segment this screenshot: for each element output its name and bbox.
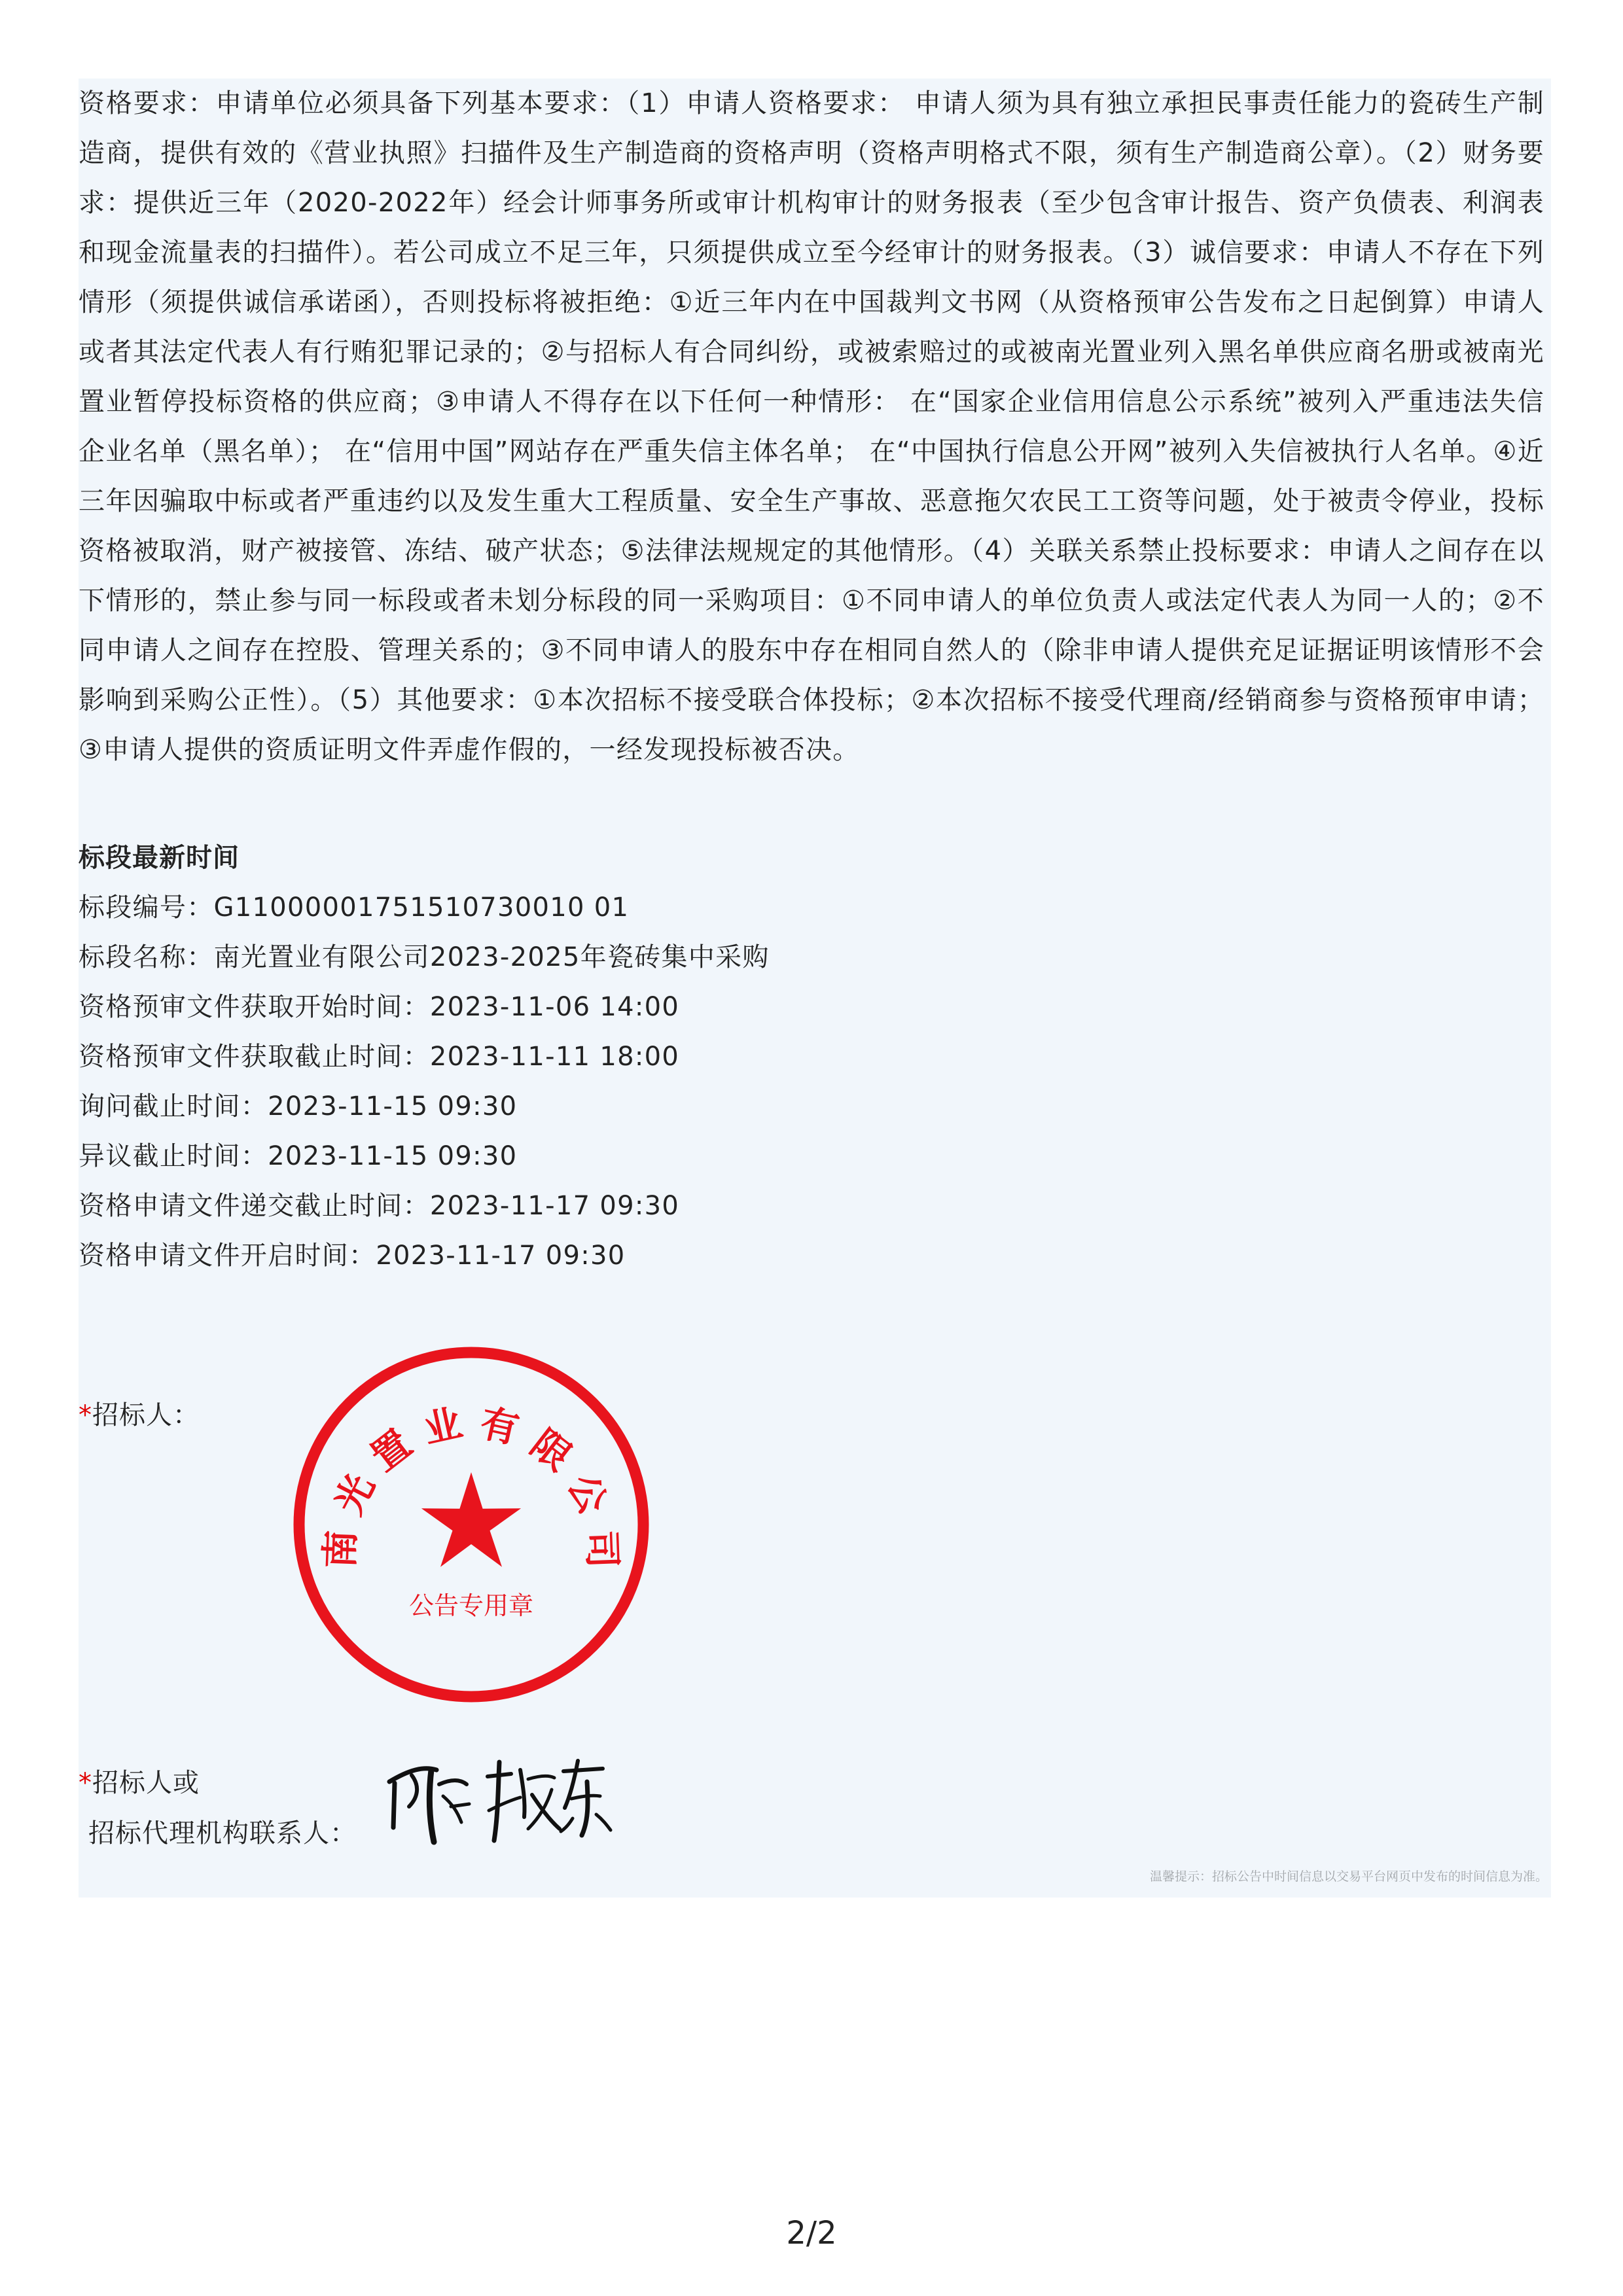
objection-deadline-row: 异议截止时间：2023-11-15 09:30 <box>79 1141 518 1171</box>
tenderer-label-text: 招标人： <box>92 1400 200 1430</box>
timing-tip-note: 温馨提示：招标公告中时间信息以交易平台网页中发布的时间信息为准。 <box>1149 1869 1548 1884</box>
required-mark: * <box>79 1400 92 1430</box>
seal-company-name: 南光置业有限公司 <box>317 1400 625 1569</box>
required-mark: * <box>79 1768 92 1798</box>
contact-label-text-line1: 招标人或 <box>92 1768 200 1798</box>
lot-name-row: 标段名称：南光置业有限公司2023-2025年瓷砖集中采购 <box>79 942 770 972</box>
handwritten-signature <box>383 1744 618 1855</box>
section-title-latest-times: 标段最新时间 <box>79 843 240 873</box>
tenderer-field-label <box>79 1396 200 1435</box>
company-seal <box>288 1341 654 1708</box>
lot-number-row: 标段编号：G11000001751510730010 01 <box>79 892 630 923</box>
contact-field-label-line2: 招标代理机构联系人： <box>88 1818 357 1848</box>
lot-info-list <box>79 883 770 1280</box>
prequal-doc-start-time-row: 资格预审文件获取开始时间：2023-11-06 14:00 <box>79 992 680 1022</box>
application-submit-deadline-row: 资格申请文件递交截止时间：2023-11-17 09:30 <box>79 1191 680 1221</box>
inquiry-deadline-row: 询问截止时间：2023-11-15 09:30 <box>79 1091 518 1122</box>
prequal-doc-end-time-row: 资格预审文件获取截止时间：2023-11-11 18:00 <box>79 1042 680 1072</box>
contact-field-label-line1 <box>79 1763 200 1803</box>
application-open-time-row: 资格申请文件开启时间：2023-11-17 09:30 <box>79 1241 626 1271</box>
seal-star-icon <box>421 1472 521 1567</box>
seal-purpose-text: 公告专用章 <box>408 1591 534 1620</box>
page-number: 2/2 <box>786 2215 837 2252</box>
qualification-requirements-text: 资格要求：申请单位必须具备下列基本要求：（1）申请人资格要求： 申请人须为具有独立承担民事责任能力的瓷砖生产制造商，提供有效的《营业执照》扫描件及生产制造商的资格声明（资格声明格式不限，须有生产制造商公章）。（2）财务要求：提供近三年（2020-2022年）经会计师事务所或审计机构审计的财务报表（至少包含审计报告、资产负债表、利润表和现金流量表的扫描件）。若公司成立不足三年，只须提供成立至今经审计的财务报表。（3）诚信要求：申请人不存在下列情形（须提供诚信承诺函），否则投标将被拒绝：①近三年内在中国裁判文书网（从资格预审公告发布之日起倒算）申请人或者其法定代表人有行贿犯罪记录的；②与招标人有合同纠纷，或被索赔过的或被南光置业列入黑名单供应商名册或被南光置业暂停投标资格的供应商；③申请人不得存在以下任何一种情形： 在“国家企业信用信息公示系统”被列入严重违法失信企业名单（黑名单）； 在“信用中国”网站存在严重失信主体名单； 在“中国执行信息公开网”被列入失信被执行人名单。④近三年因骗取中标或者严重违约以及发生重大工程质量、安全生产事故、恶意拖欠农民工工资等问题，处于被责令停业，投标资格被取消，财产被接管、冻结、破产状态；⑤法律法规规定的其他情形。（4）关联关系禁止投标要求：申请人之间存在以下情形的，禁止参与同一标段或者未划分标段的同一采购项目：①不同申请人的单位负责人或法定代表人为同一人的；②不同申请人之间存在控股、管理关系的；③不同申请人的股东中存在相同自然人的（除非申请人提供充足证据证明该情形不会影响到采购公正性）。（5）其他要求：①本次招标不接受联合体投标；②本次招标不接受代理商/经销商参与资格预审申请；③申请人提供的资质证明文件弄虚作假的，一经发现投标被否决。 <box>79 88 1544 765</box>
